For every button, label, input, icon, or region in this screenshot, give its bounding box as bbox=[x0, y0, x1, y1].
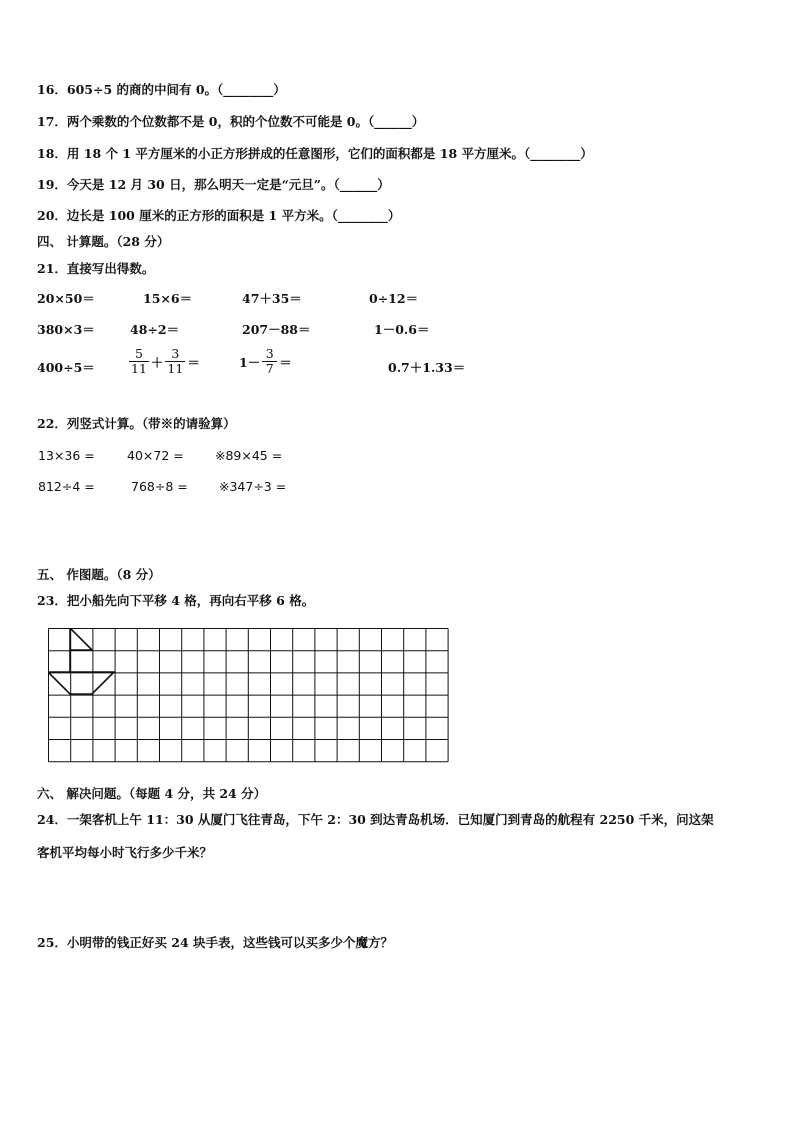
denominator: 11 bbox=[131, 361, 147, 376]
question-20: 20．边长是 100 厘米的正方形的面积是 1 平方米。（________） bbox=[37, 208, 401, 223]
fraction bbox=[166, 347, 184, 376]
fraction bbox=[130, 347, 148, 376]
question-24-line-2: 客机平均每小时飞行多少千米？ bbox=[37, 845, 213, 860]
fraction-expression-1 bbox=[130, 347, 203, 376]
calc-item: 0.7＋1.33＝ bbox=[388, 360, 466, 375]
question-17: 17．两个乘数的个位数都不是 0，积的个位数不可能是 0。（______） bbox=[37, 114, 425, 129]
drawing-grid bbox=[48, 628, 450, 778]
calc-item: 15×6＝ bbox=[143, 291, 193, 306]
numerator: 5 bbox=[134, 346, 143, 361]
section-5-heading: 五、 作图题。（8 分） bbox=[37, 567, 161, 582]
question-25: 25．小明带的钱正好买 24 块手表，这些钱可以买多少个魔方？ bbox=[37, 935, 393, 950]
calc-item: 0÷12＝ bbox=[369, 291, 419, 306]
calc-item: 207－88＝ bbox=[242, 322, 311, 337]
calc-item: 47＋35＝ bbox=[242, 291, 302, 306]
boat-sail bbox=[70, 628, 92, 650]
calc-item: 1－0.6＝ bbox=[374, 322, 430, 337]
fraction-expression-2 bbox=[239, 347, 295, 376]
fraction bbox=[263, 347, 276, 376]
question-24-line-1: 24．一架客机上午 11：30 从厦门飞往青岛，下午 2：30 到达青岛机场．已知厦门到青岛的航程有 2250 千米，问这架 bbox=[37, 812, 714, 827]
calc-item: 380×3＝ bbox=[37, 322, 95, 337]
boat-hull bbox=[48, 672, 114, 694]
question-19: 19．今天是 12 月 30 日，那么明天一定是“元旦”。（______） bbox=[37, 177, 390, 192]
vertical-calc-item: ※89×45 = bbox=[215, 448, 283, 463]
vertical-calc-item: 13×36 = bbox=[38, 448, 95, 463]
section-4-heading: 四、 计算题。（28 分） bbox=[37, 234, 170, 249]
denominator: 7 bbox=[265, 361, 274, 376]
vertical-calc-item: ※347÷3 = bbox=[219, 479, 287, 494]
vertical-calc-item: 812÷4 = bbox=[38, 479, 95, 494]
equals-sign: ＝ bbox=[279, 354, 292, 370]
calc-item: 48÷2＝ bbox=[130, 322, 180, 337]
denominator: 11 bbox=[167, 361, 184, 376]
question-18: 18．用 18 个 1 平方厘米的小正方形拼成的任意图形，它们的面积都是 18 平方厘米。（________） bbox=[37, 146, 593, 161]
question-16: 16．605÷5 的商的中间有 0。（________） bbox=[37, 82, 286, 97]
question-21: 21．直接写出得数。 bbox=[37, 261, 155, 276]
question-23: 23．把小船先向下平移 4 格，再向右平移 6 格。 bbox=[37, 593, 315, 608]
grid-lines bbox=[49, 629, 449, 762]
operator: ＋ bbox=[150, 354, 164, 370]
boat-figure bbox=[48, 628, 114, 694]
equals-sign: ＝ bbox=[187, 354, 200, 370]
vertical-calc-item: 768÷8 = bbox=[131, 479, 188, 494]
vertical-calc-item: 40×72 = bbox=[127, 448, 184, 463]
grid-canvas bbox=[48, 628, 450, 774]
calc-item: 20×50＝ bbox=[37, 291, 95, 306]
section-6-heading: 六、 解决问题。（每题 4 分，共 24 分） bbox=[37, 786, 267, 801]
numerator: 3 bbox=[171, 346, 180, 361]
numerator: 3 bbox=[265, 346, 274, 361]
leading-term: 1－ bbox=[239, 354, 261, 370]
question-22: 22．列竖式计算。（带※的请验算） bbox=[37, 416, 236, 431]
calc-item: 400÷5＝ bbox=[37, 360, 95, 375]
